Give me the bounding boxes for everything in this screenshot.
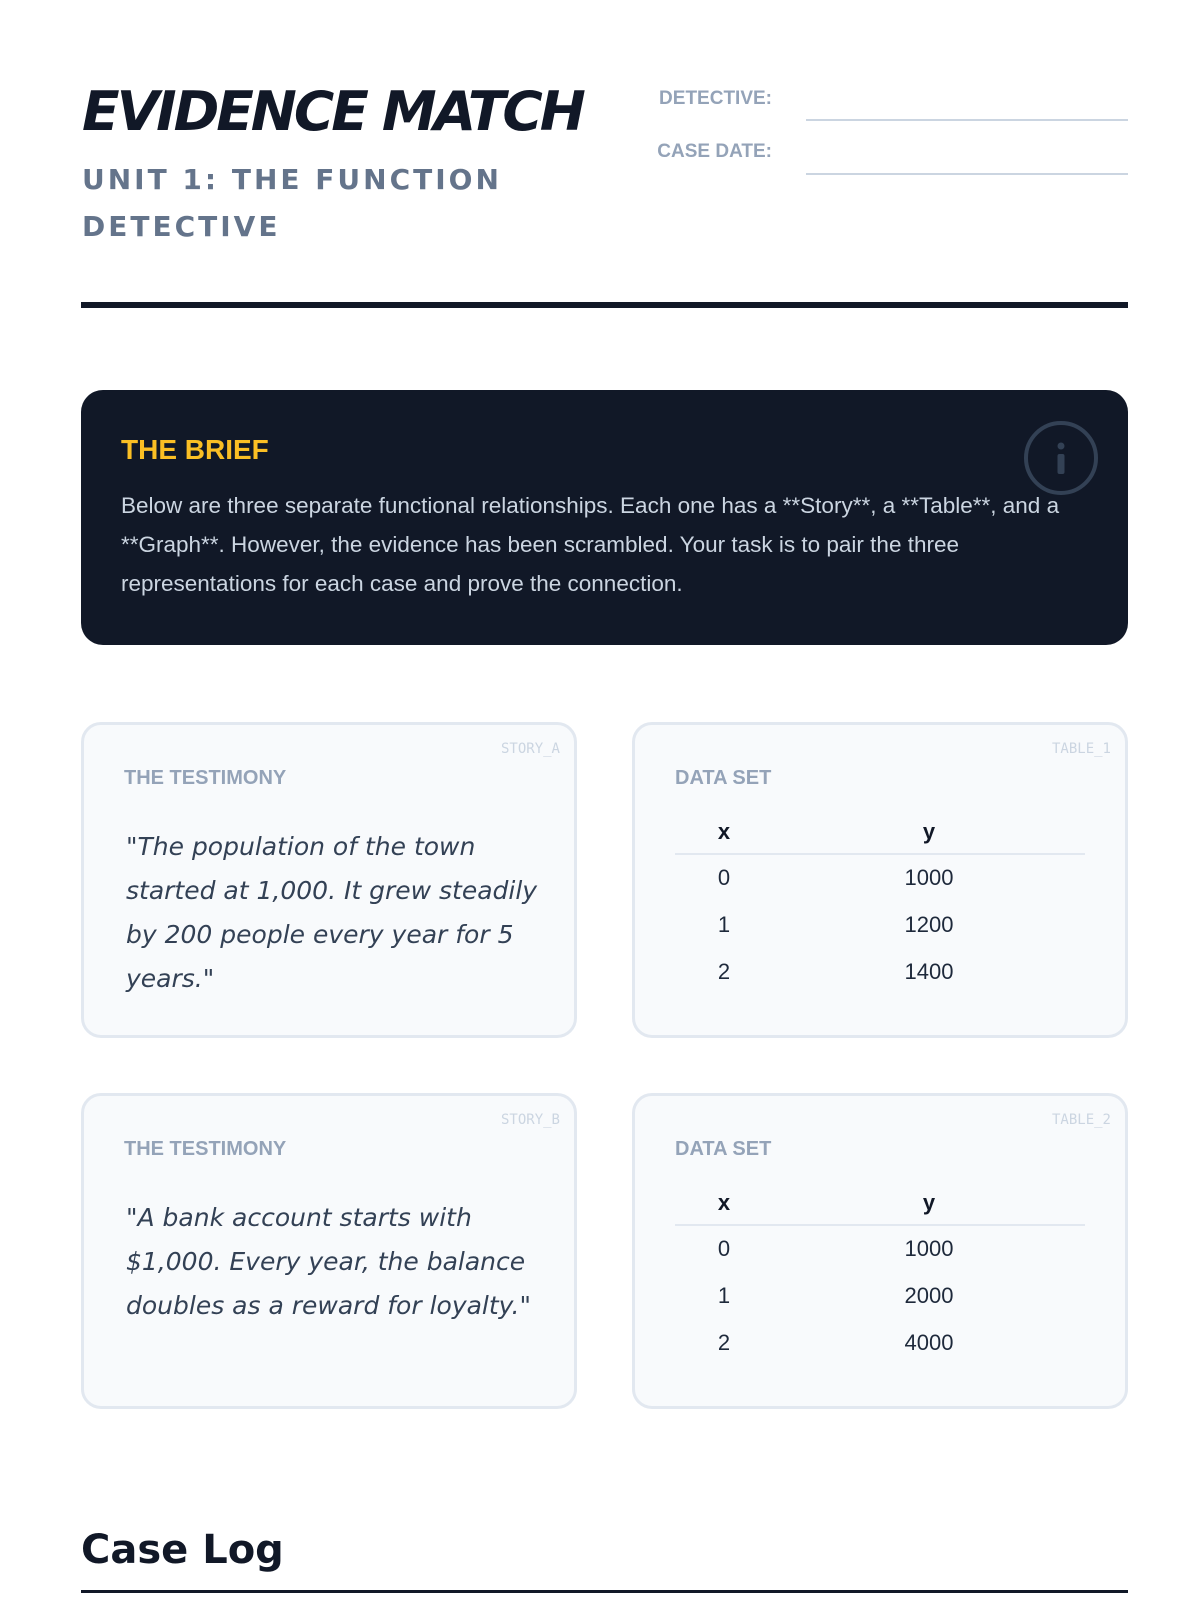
column-header-y: y (773, 1181, 1085, 1225)
table-cell: 2 (717, 958, 731, 984)
info-icon (1024, 421, 1098, 495)
table-cell: 1 (717, 911, 731, 937)
column-header-x: x (675, 1181, 773, 1225)
detective-field[interactable] (806, 119, 1128, 121)
table-cell: 4000 (904, 1329, 954, 1355)
page-title: EVIDENCE MATCH (82, 80, 583, 143)
table-cell: 1400 (904, 958, 954, 984)
story-card-a[interactable] (81, 722, 577, 1038)
card-label: DATA SET (675, 767, 772, 789)
table-row (675, 854, 1085, 901)
table-cell: 1 (717, 1282, 731, 1308)
card-id: STORY_A (500, 741, 560, 757)
table-card-2[interactable] (632, 1093, 1128, 1409)
case-date-label: CASE DATE: (657, 141, 772, 162)
story-text: "The population of the town started at 1,000. It grew steadily by 200 people every year for 5 years." (126, 832, 538, 993)
story-card-b[interactable] (81, 1093, 577, 1409)
table-cell: 0 (717, 865, 731, 890)
card-id: STORY_B (500, 1112, 560, 1128)
card-label: DATA SET (675, 1138, 772, 1160)
card-label: THE TESTIMONY (124, 1138, 287, 1160)
case-log-divider (81, 1590, 1128, 1593)
page-subtitle: UNIT 1: THE FUNCTION DETECTIVE (82, 163, 502, 243)
table-cell: 2 (717, 1329, 731, 1355)
card-id: TABLE_2 (1051, 1112, 1111, 1128)
case-date-field[interactable] (806, 173, 1128, 175)
column-header-y: y (773, 810, 1085, 854)
table-cell: 1000 (904, 1236, 954, 1261)
table-cell: 1200 (904, 911, 954, 937)
header-divider (81, 302, 1128, 308)
table-row (675, 1319, 1085, 1366)
table-row (675, 901, 1085, 948)
brief-title: THE BRIEF (121, 434, 269, 465)
table-cell: 0 (717, 1236, 731, 1261)
column-header-x: x (675, 810, 773, 854)
case-log-heading: Case Log (81, 1527, 284, 1573)
table-row (675, 1272, 1085, 1319)
table-card-1[interactable] (632, 722, 1128, 1038)
brief-panel (81, 390, 1128, 645)
detective-label: DETECTIVE: (659, 88, 772, 109)
brief-text: Below are three separate functional relationships. Each one has a **Story**, a **Table**, and a **Graph**. However, the evidence has been scrambled. Your task is to pair the three representations for each case and prove the connection. (121, 493, 1060, 596)
data-table (675, 810, 1085, 995)
story-text: "A bank account starts with $1,000. Every year, the balance doubles as a reward for loyalty." (126, 1203, 531, 1320)
data-table (675, 1181, 1085, 1366)
card-label: THE TESTIMONY (124, 767, 287, 789)
table-row (675, 948, 1085, 995)
table-cell: 2000 (904, 1282, 954, 1308)
table-cell: 1000 (904, 865, 954, 890)
table-row (675, 1225, 1085, 1272)
card-id: TABLE_1 (1051, 741, 1111, 757)
